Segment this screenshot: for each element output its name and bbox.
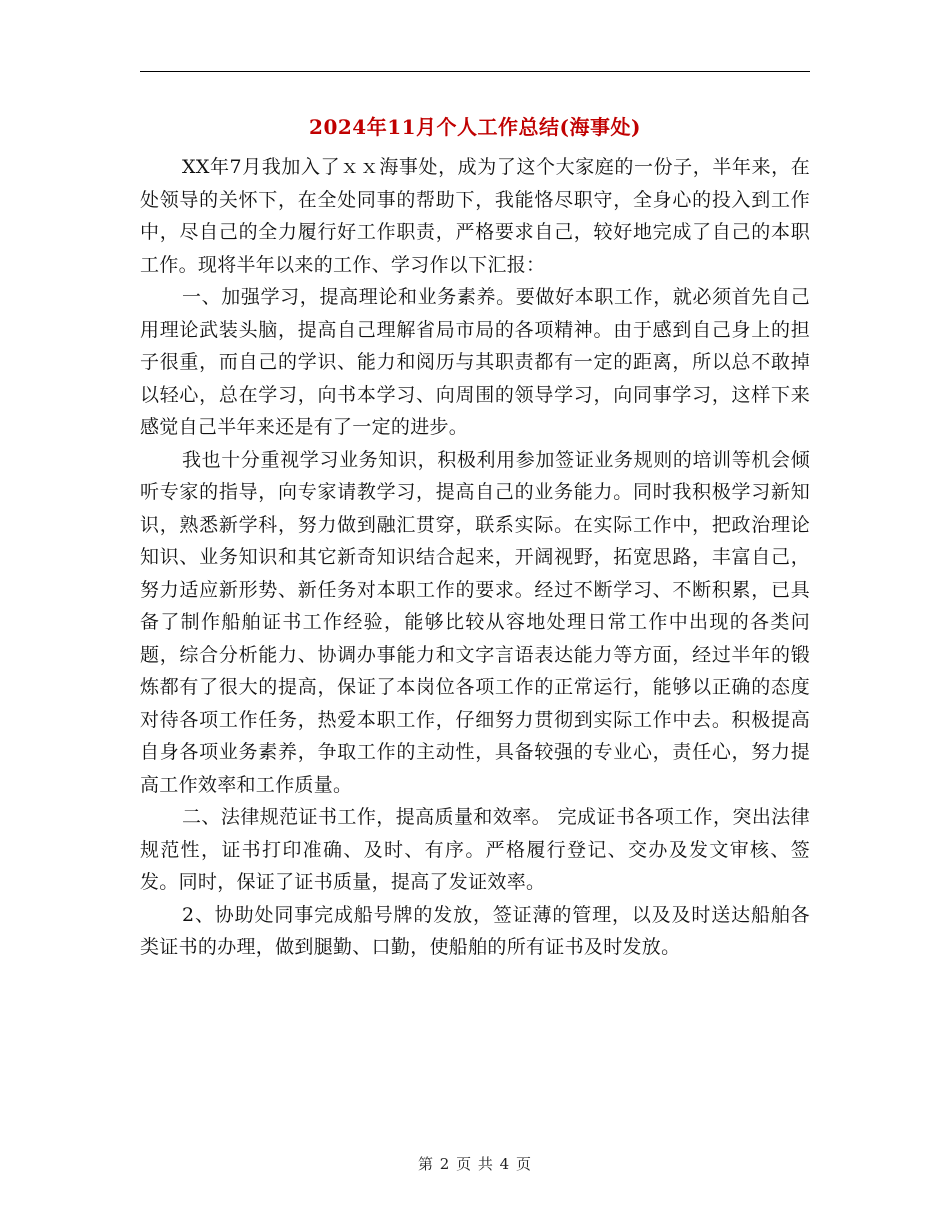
paragraph-section-2: 二、法律规范证书工作，提高质量和效率。 完成证书各项工作，突出法律规范性，证书打印准确、及时、有序。严格履行登记、交办及发文审核、签发。同时，保证了证书质量，提高了发证效率。 [140, 806, 810, 893]
document-title: 2024年11月个人工作总结(海事处) [309, 115, 641, 139]
paragraph-section-1: 一、加强学习，提高理论和业务素养。要做好本职工作，就必须首先自己用理论武装头脑，提高自己理解省局市局的各项精神。由于感到自己身上的担子很重，而自己的学识、能力和阅历与其职责都有一定的距离，所以总不敢掉以轻心，总在学习，向书本学习、向周围的领导学习，向同事学习，这样下来感觉自己半年来还是有了一定的进步。 [140, 286, 810, 438]
header-rule [140, 71, 810, 72]
paragraph-item-2: 2、协助处同事完成船号牌的发放，签证薄的管理，以及及时送达船舶各类证书的办理，做到腿勤、口勤，使船舶的所有证书及时发放。 [140, 903, 810, 958]
paragraph-business-study: 我也十分重视学习业务知识，积极利用参加签证业务规则的培训等机会倾听专家的指导，向专家请教学习，提高自己的业务能力。同时我积极学习新知识，熟悉新学科，努力做到融汇贯穿，联系实际。在实际工作中，把政治理论知识、业务知识和其它新奇知识结合起来，开阔视野，拓宽思路，丰富自己，努力适应新形势、新任务对本职工作的要求。经过不断学习、不断积累，已具备了制作船舶证书工作经验，能够比较从容地处理日常工作中出现的各类问题，综合分析能力、协调办事能力和文字言语表达能力等方面，经过半年的锻炼都有了很大的提高，保证了本岗位各项工作的正常运行，能够以正确的态度对待各项工作任务，热爱本职工作，仔细努力贯彻到实际工作中去。积极提高自身各项业务素养，争取工作的主动性，具备较强的专业心，责任心，努力提高工作效率和工作质量。 [140, 448, 810, 796]
page-number-footer: 第 2 页 共 4 页 [418, 1155, 532, 1173]
document-body [140, 151, 810, 964]
paragraph-intro: XX年7月我加入了ｘｘ海事处，成为了这个大家庭的一份子，半年来，在处领导的关怀下，在全处同事的帮助下，我能恪尽职守，全身心的投入到工作中，尽自己的全力履行好工作职责，严格要求自己，较好地完成了自己的本职工作。现将半年以来的工作、学习作以下汇报： [140, 156, 810, 276]
